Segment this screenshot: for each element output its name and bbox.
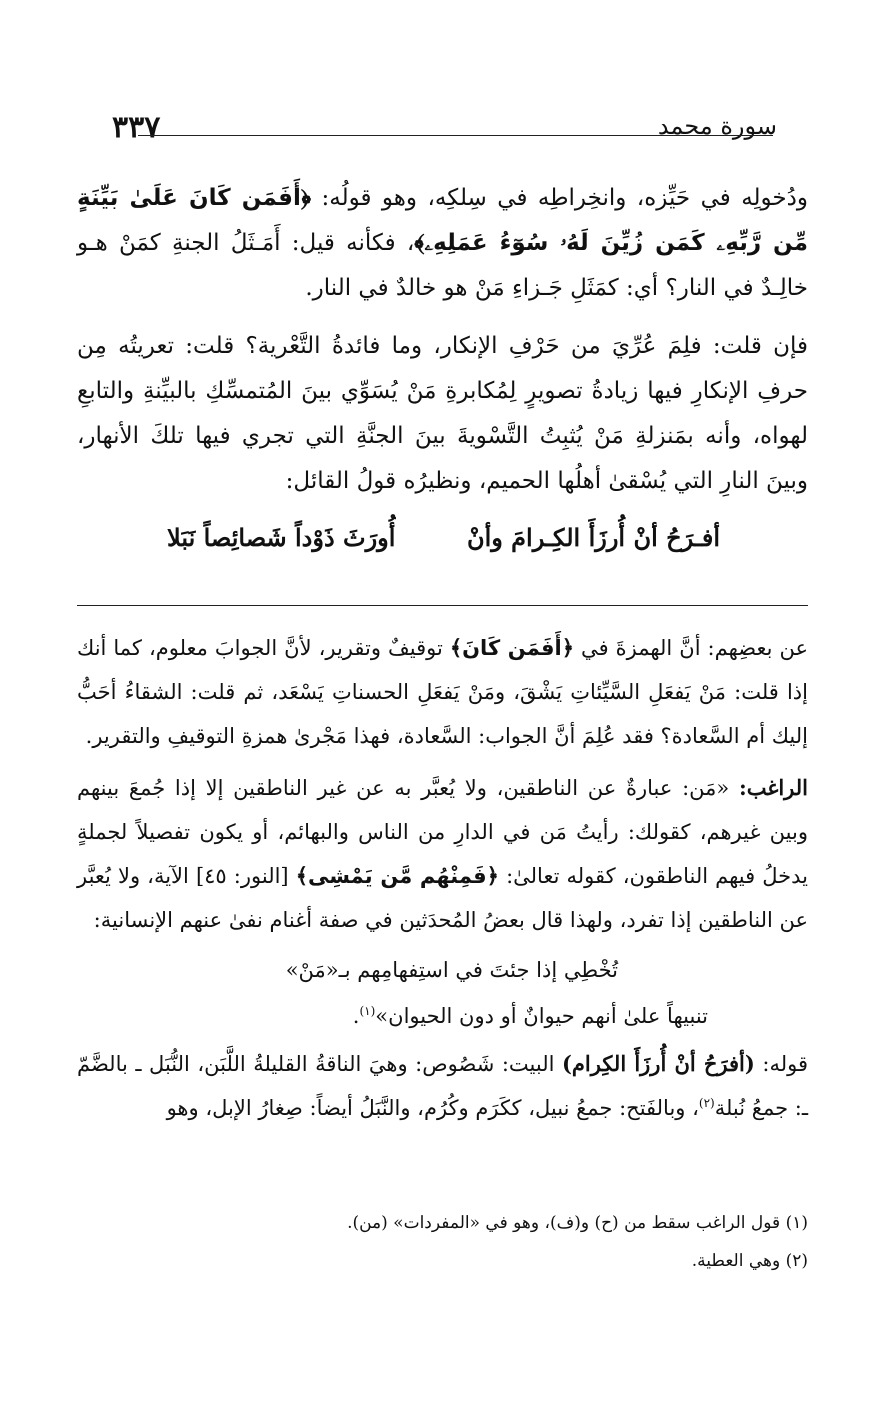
footnote-ref: (١) — [359, 1004, 376, 1018]
quoted-verse: (أفرَحُ أنْ أُرزَأَ الكِرام) — [561, 1051, 755, 1076]
footnote: (١) قول الراغب سقط من (ح) و(ف)، وهو في «المفردات» (من). — [347, 1213, 808, 1233]
quran-quote: ﴿أَفَمَن كَانَ﴾ — [449, 636, 575, 660]
main-text — [77, 176, 808, 560]
main-paragraph: فإن قلت: فلِمَ عُرِّيَ من حَرْفِ الإنكار، وما فائدةُ التَّعْرية؟ قلت: تعريتُه مِن حرفِ الإنكارِ فيها زيادةُ تصويرٍ لِمُكابرةِ مَنْ يُسَوِّي بينَ المُتمسِّكِ بالبيِّنةِ والتابعِ لهواه، وأنه بمَنزلةِ مَنْ يُثبِتُ التَّسْويةَ بينَ الجنَّةِ التي تجري فيها تلكَ الأنهار، وبينَ النارِ التي يُسْقىٰ أهلُها الحميم، ونظيرُه قولُ القائل: — [77, 333, 808, 494]
header-rule — [138, 135, 773, 136]
footnote: (٢) وهي العطية. — [691, 1251, 808, 1271]
quran-quote: ﴿فَمِنْهُم مَّن يَمْشِى﴾ — [295, 864, 499, 888]
surah-title: سورة محمد — [657, 112, 777, 140]
page-number: ٣٣٧ — [112, 110, 161, 145]
verse-second-hemistich: أُورَثَ ذَوْداً شَصائِصاً نَبَلا — [167, 523, 396, 552]
page-header — [112, 110, 777, 154]
verse-first-hemistich: أفـرَحُ أنْ أُرزَأَ الكِـرامَ وأنْ — [466, 523, 720, 552]
quran-quote: ﴿أَفَمَن كَانَ عَلَىٰ بَيِّنَةٍ مِّن رَّبِّهِۦ كَمَن زُيِّنَ لَهُۥ سُوٓءُ عَمَلِهِۦ﴾ — [77, 185, 808, 256]
footnotes — [77, 1204, 808, 1280]
text-separator — [77, 605, 808, 606]
poetry-verse — [77, 515, 808, 560]
commentary-paragraph: قوله: (أفرَحُ أنْ أُرزَأَ الكِرام) البيت: شَصُوص: وهيَ الناقةُ القليلةُ اللَّبَن، النُّبَل ـ بالضَّمّ ـ: جمعُ نُبلة$^{(٢)}$، وبالفَتح: جمعُ نبيل، ككَرَم وكُرُم، والنَّبَلُ أيضاً: صِغارُ الإبل، وهو — [77, 1051, 808, 1120]
commentary-paragraph: عن بعضِهم: أنَّ الهمزةَ في ﴿أَفَمَن كَانَ﴾ توقيفٌ وتقرير، لأنَّ الجوابَ معلوم، كما أنك إذا قلت: مَنْ يَفعَلِ السَّيِّئاتِ يَشْقَ، ومَنْ يَفعَلِ الحسناتِ يَسْعَد، ثم قلت: الشقاءُ أحَبُّ إليك أم السَّعادة؟ فقد عُلِمَ أنَّ الجواب: السَّعادة، فهذا مَجْرىٰ همزةِ التوقيفِ والتقرير. — [77, 636, 808, 748]
poem-line: تُخْطِي إذا جئتَ في استِفهامِهم بـ«مَنْ» — [285, 958, 618, 982]
main-paragraph: ودُخولِه في حَيِّزه، وانخِراطِه في سِلكِه، وهو قولُه: ﴿أَفَمَن كَانَ عَلَىٰ بَيِّنَةٍ مِّن رَّبِّهِۦ كَمَن زُيِّنَ لَهُۥ سُوٓءُ عَمَلِهِۦ﴾، فكأنه قيل: أَمَـثَلُ الجنةِ كمَنْ هـو خالِـدٌ في النار؟ أي: كمَثَلِ جَـزاءِ مَنْ هو خالدٌ في النار. — [77, 185, 808, 301]
footnote-ref: (٢) — [698, 1096, 715, 1110]
commentary-section — [77, 626, 808, 1138]
poem-line: تنبيهاً علىٰ أنهم حيوانٌ أو دون الحيوان»$^{(١)}$. — [352, 1004, 708, 1028]
source-label: الراغب: — [738, 775, 808, 800]
commentary-paragraph: الراغب: «مَن: عبارةٌ عن الناطقين، ولا يُعبَّر به عن غير الناطقين إلا إذا جُمعَ بينهم وبين غيرهم، كقولك: رأيتُ مَن في الدارِ من الناس والبهائم، أو يكون تفصيلاً لجملةٍ يدخلُ فيهم الناطقون، كقوله تعالىٰ: ﴿فَمِنْهُم مَّن يَمْشِى﴾ [النور: ٤٥] الآية، ولا يُعبَّر عن الناطقين إذا تفرد، ولهذا قال بعضُ المُحدَثين في صفة أغنام نفىٰ عنهم الإنسانية: — [77, 775, 809, 932]
